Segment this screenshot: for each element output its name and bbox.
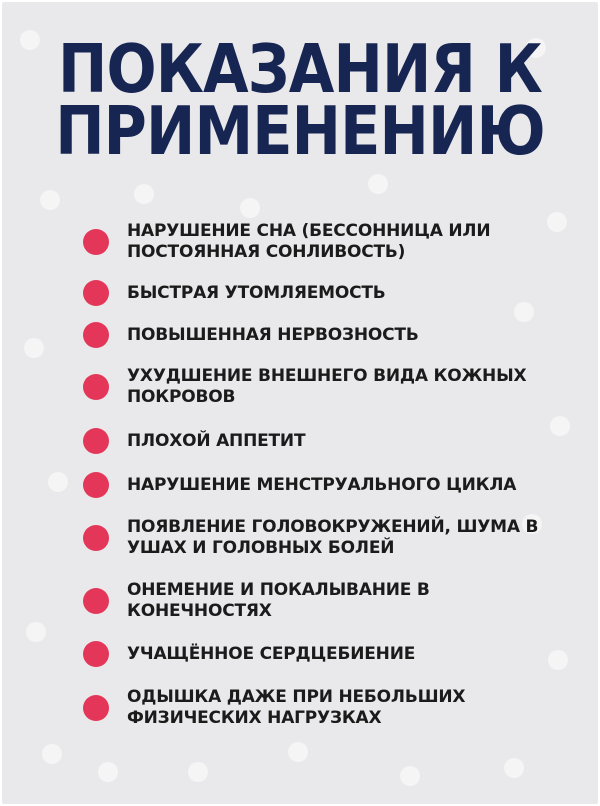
- bullet-dot-icon: [83, 525, 109, 551]
- list-item-text: БЫСТРАЯ УТОМЛЯЕМОСТЬ: [127, 282, 386, 303]
- list-item: [83, 580, 553, 622]
- title-line-1: ПОКАЗАНИЯ К: [58, 30, 542, 108]
- bullet-dot-icon: [83, 588, 109, 614]
- list-item-text: ПОВЫШЕННАЯ НЕРВОЗНОСТЬ: [127, 324, 419, 345]
- list-item-text: УХУДШЕНИЕ ВНЕШНЕГО ВИДА КОЖНЫХ ПОКРОВОВ: [127, 366, 527, 407]
- list-item: [83, 322, 553, 348]
- list-item: [83, 517, 553, 559]
- title-line-2: ПРИМЕНЕНИЮ: [55, 92, 545, 170]
- page-title: [38, 30, 562, 170]
- list-item-text: НАРУШЕНИЕ МЕНСТРУАЛЬНОГО ЦИКЛА: [127, 474, 517, 495]
- list-item-text: УЧАЩЁННОЕ СЕРДЦЕБИЕНИЕ: [127, 643, 416, 664]
- bullet-dot-icon: [83, 472, 109, 498]
- list-item: [83, 221, 553, 263]
- bullet-dot-icon: [83, 695, 109, 721]
- list-item: [83, 366, 553, 408]
- bullet-dot-icon: [83, 428, 109, 454]
- indications-card: [2, 2, 598, 804]
- list-item: [83, 472, 553, 498]
- list-item-text: ПОЯВЛЕНИЕ ГОЛОВОКРУЖЕНИЙ, ШУМА В УШАХ И ГОЛОВНЫХ БОЛЕЙ: [127, 517, 539, 558]
- list-item: [83, 428, 553, 454]
- list-item: [83, 641, 553, 667]
- list-item: [83, 687, 553, 729]
- bullet-dot-icon: [83, 280, 109, 306]
- bullet-dot-icon: [83, 641, 109, 667]
- bullet-dot-icon: [83, 374, 109, 400]
- list-item-text: ПЛОХОЙ АППЕТИТ: [127, 430, 306, 451]
- list-item-text: НАРУШЕНИЕ СНА (БЕССОННИЦА ИЛИ ПОСТОЯННАЯ СОНЛИВОСТЬ): [127, 221, 491, 262]
- list-item-text: ОДЫШКА ДАЖЕ ПРИ НЕБОЛЬШИХ ФИЗИЧЕСКИХ НАГРУЗКАХ: [127, 687, 466, 728]
- bullet-dot-icon: [83, 229, 109, 255]
- list-item: [83, 280, 553, 306]
- bullet-dot-icon: [83, 322, 109, 348]
- list-item-text: ОНЕМЕНИЕ И ПОКАЛЫВАНИЕ В КОНЕЧНОСТЯХ: [127, 580, 430, 621]
